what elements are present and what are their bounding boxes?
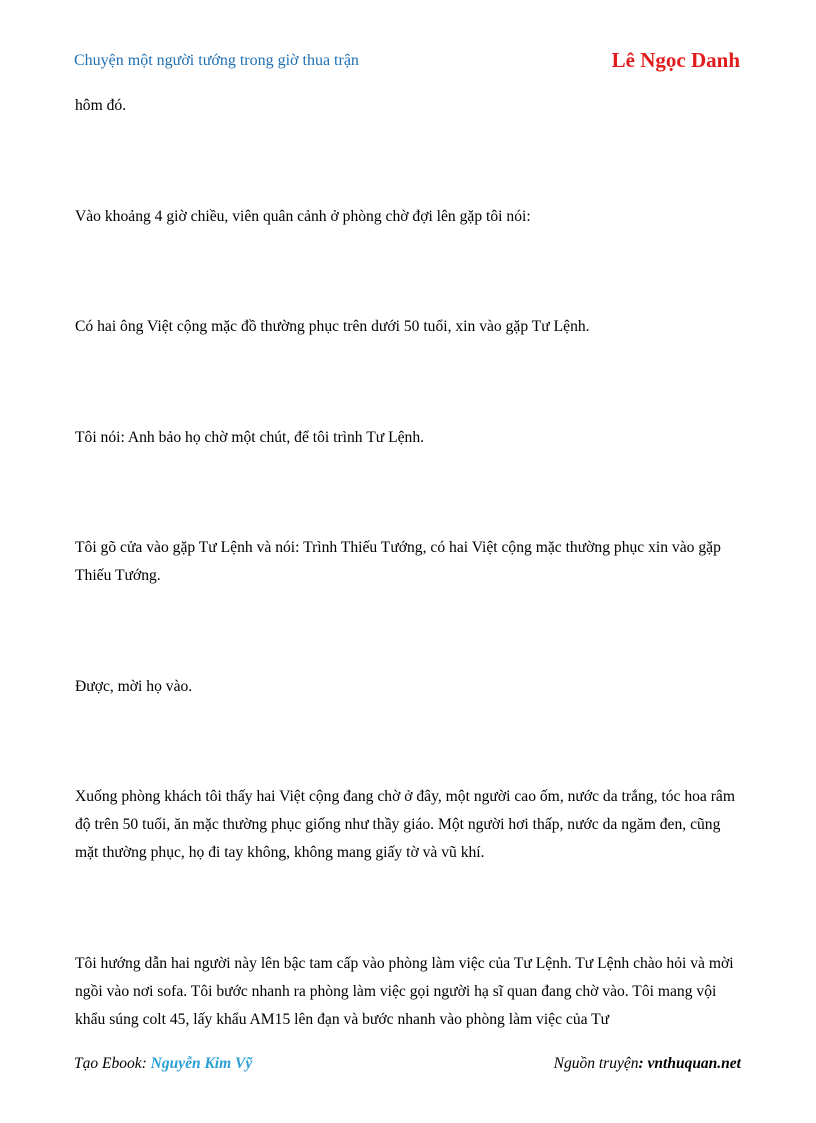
paragraph-8: Tôi hướng dẫn hai người này lên bậc tam cấp vào phòng làm việc của Tư Lệnh. Tư Lệnh chào hỏi và mời ngồi vào nơi sofa. Tôi bước nhanh ra phòng làm việc gọi người hạ sĩ quan đang chờ vào. Tôi mang vội khẩu súng colt 45, lấy khẩu AM15 lên đạn và bước nhanh vào phòng làm việc của Tư <box>75 955 734 1028</box>
paragraph-3: Có hai ông Việt cộng mặc đồ thường phục trên dưới 50 tuổi, xin vào gặp Tư Lệnh. <box>75 318 590 335</box>
paragraph-4: Tôi nói: Anh bảo họ chờ một chút, để tôi trình Tư Lệnh. <box>75 429 425 446</box>
paragraph-5: Tôi gõ cửa vào gặp Tư Lệnh và nói: Trình Thiếu Tướng, có hai Việt cộng mặc thường phục xin vào gặp Thiếu Tướng. <box>75 539 721 584</box>
creator-label: Tạo Ebook <box>74 1055 142 1072</box>
paragraph-6: Được, mời họ vào. <box>75 678 193 695</box>
creator-separator: : <box>141 1055 151 1072</box>
book-title: Chuyện một người tướng trong giờ thua trận <box>74 52 359 69</box>
source-label: Nguồn truyện <box>553 1055 639 1072</box>
source-site: vnthuquan.net <box>647 1055 741 1072</box>
paragraph-1: hôm đó. <box>75 97 127 114</box>
source-separator: : <box>638 1055 648 1072</box>
author-name: Lê Ngọc Danh <box>611 48 740 72</box>
paragraph-2: Vào khoảng 4 giờ chiều, viên quân cảnh ở phòng chờ đợi lên gặp tôi nói: <box>75 208 531 225</box>
ebook-credit <box>74 1055 252 1073</box>
creator-name: Nguyễn Kim Vỹ <box>150 1055 253 1072</box>
paragraph-7: Xuống phòng khách tôi thấy hai Việt cộng đang chờ ở đây, một người cao ốm, nước da trắng, tóc hoa râm độ trên 50 tuổi, ăn mặc thường phục giống như thầy giáo. Một người hơi thấp, nước da ngăm đen, cũng mặt thường phục, họ đi tay không, không mang giấy tờ và vũ khí. <box>75 788 735 861</box>
source-credit <box>554 1055 741 1073</box>
